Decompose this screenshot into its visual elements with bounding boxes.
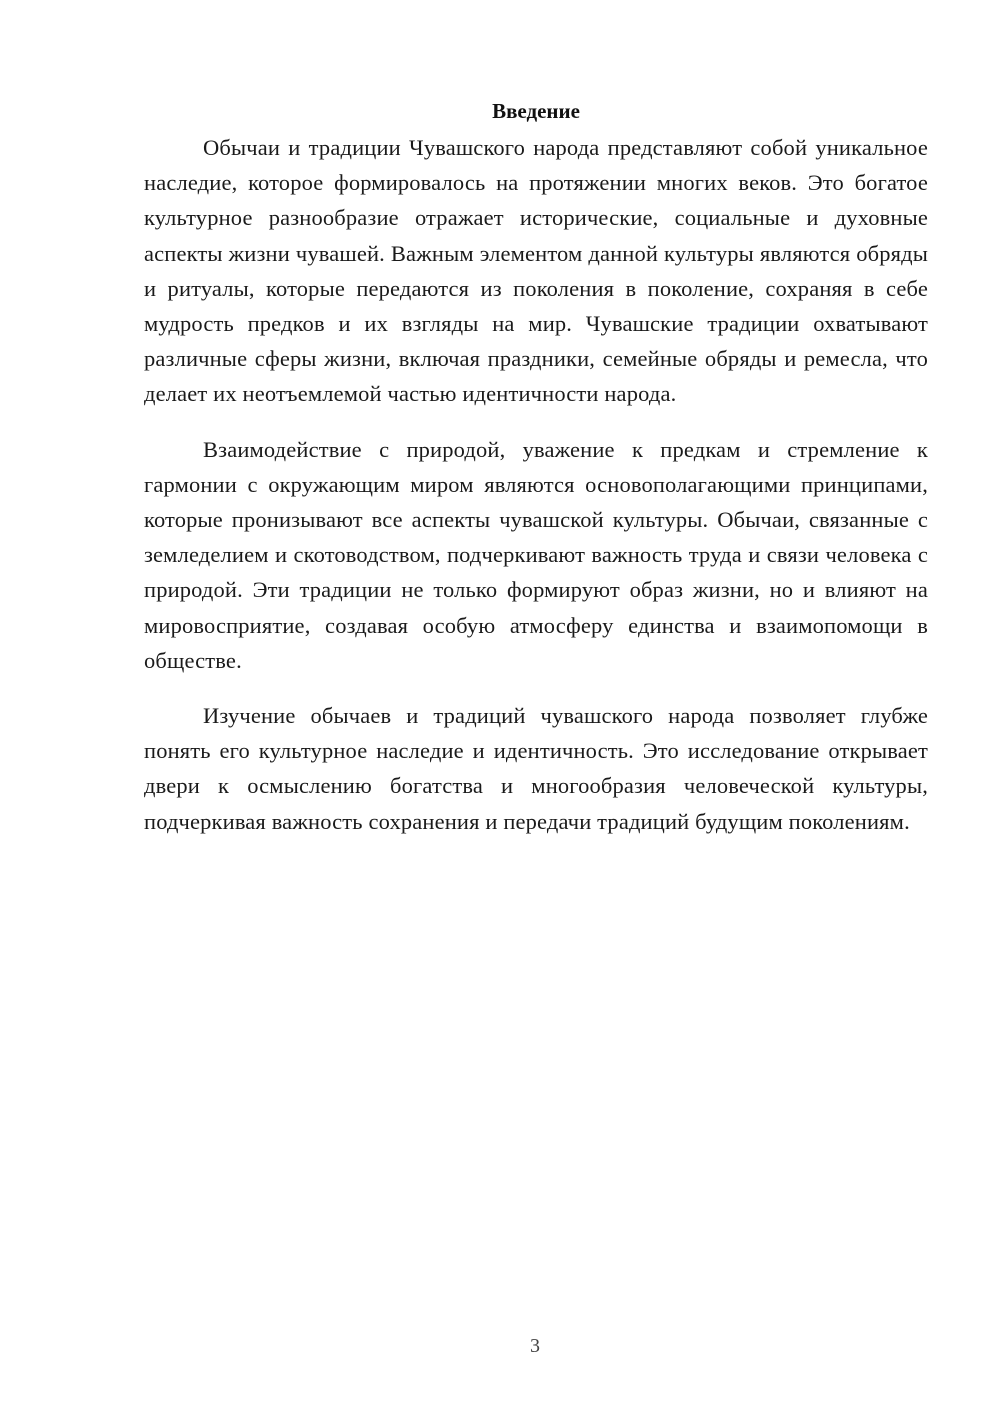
paragraph-2: Взаимодействие с природой, уважение к предкам и стремление к гармонии с окружающим миром являются основополагающими принципами, которые пронизывают все аспекты чувашской культуры. Обычаи, связанные с земледелием и скотоводством, подчеркивают важность труда и связи человека с природой. Эти традиции не только формируют образ жизни, но и влияют на мировосприятие, создавая особую атмосферу единства и взаимопомощи в обществе. — [144, 436, 928, 673]
paragraph-3: Изучение обычаев и традиций чувашского народа позволяет глубже понять его культурное наследие и идентичность. Это исследование открывает двери к осмыслению богатства и многообразия человеческой культуры, подчеркивая важность сохранения и передачи традиций будущим поколениям. — [144, 703, 928, 834]
paragraph-1: Обычаи и традиции Чувашского народа представляют собой уникальное наследие, которое формировалось на протяжении многих веков. Это богатое культурное разнообразие отражает исторические, социальные и духовные аспекты жизни чувашей. Важным элементом данной культуры являются обряды и ритуалы, которые передаются из поколения в поколение, сохраняя в себе мудрость предков и их взгляды на мир. Чувашские традиции охватывают различные сферы жизни, включая праздники, семейные обряды и ремесла, что делает их неотъемлемой частью идентичности народа. — [144, 135, 928, 407]
section-title: Введение — [492, 99, 580, 123]
page-number: 3 — [530, 1335, 540, 1357]
page-content — [144, 94, 928, 859]
